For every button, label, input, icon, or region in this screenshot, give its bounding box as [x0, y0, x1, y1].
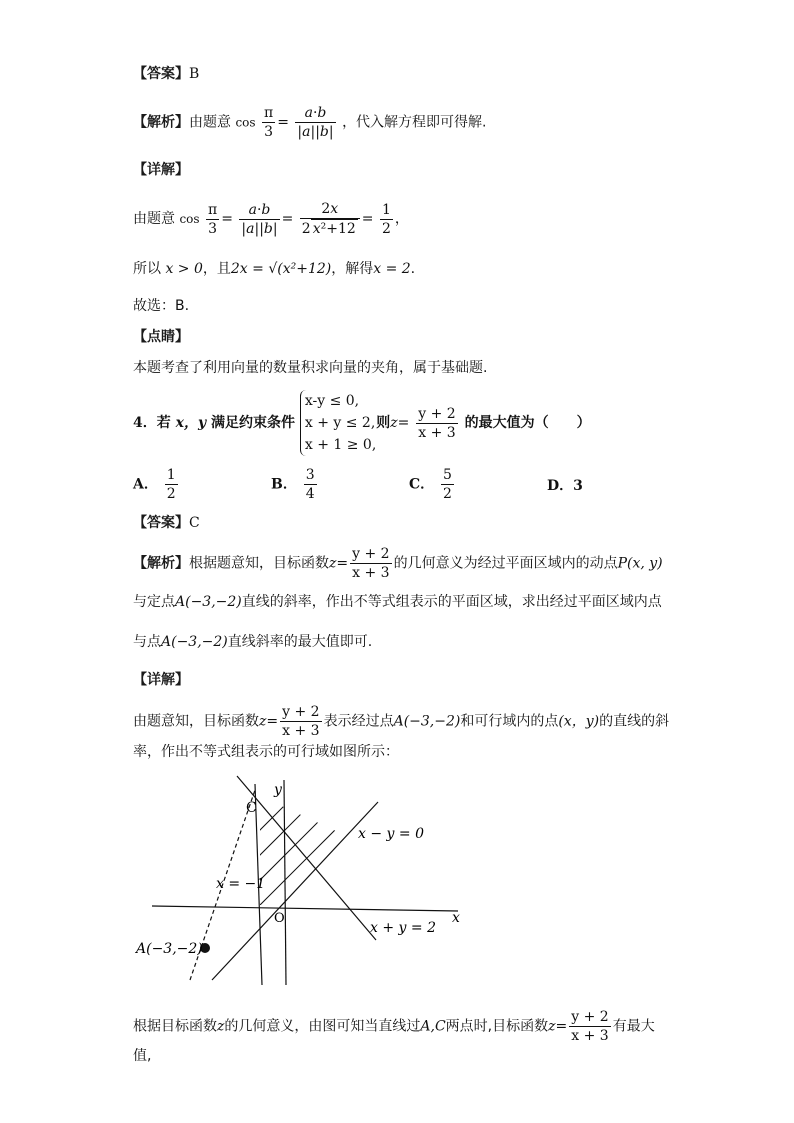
detail-tag: 【详解】 [133, 672, 189, 688]
q4-final-l2: 值, [133, 1048, 152, 1064]
label-line-x-1: x = −1 [216, 876, 266, 892]
q4-detail-l1: 由题意知，目标函数z= $\frac{y + 2}{x + 3}$ 表示经过点A(−3,−2)和可行域内的点(x，y)的直线的斜 [133, 704, 670, 739]
q4-option-a: A． $\frac{1}{2}$ [133, 467, 176, 502]
cond-x-gt-0: x > 0 [165, 261, 203, 277]
constraint-system [300, 390, 376, 456]
constraint-1: x-y ≤ 0, [304, 393, 360, 409]
q3-answer-line [133, 64, 199, 84]
q4-option-d: D．3 [547, 478, 583, 494]
feasible-region-figure [120, 770, 480, 995]
q4-final-l1: 根据目标函数z的几何意义，由图可知当直线过A,C两点时,目标函数z= $\frac{y + 2}{x + 3}$ 有最大 [133, 1009, 655, 1044]
so-mid: ，且 [202, 261, 231, 277]
label-c: C [246, 800, 257, 816]
q3-comment: 本题考查了利用向量的数量积求向量的夹角，属于基础题. [133, 360, 488, 376]
detail-fraction: $\frac{2x}{\text{2 x²+12}}$ [300, 200, 360, 238]
answer-value: C [189, 515, 200, 531]
q4-option-b: B． $\frac{3}{4}$ [271, 467, 315, 502]
q4-stem-pre: 若 [156, 415, 171, 431]
z-label: z= [390, 415, 410, 431]
detail-tag: 【详解】 [133, 162, 189, 178]
q4-vars: x，y [175, 415, 207, 431]
q4-then: 则 [376, 415, 391, 431]
answer-value: B [189, 66, 200, 82]
q3-analysis-line: 【解析】由题意 cos $\frac{\pi}{3}$ = $\frac{a\cdot b}{|a||b|}$ ，代入解方程即可得解. [133, 105, 487, 140]
eq-2x: 2x = √(x²+12) [230, 261, 332, 277]
label-o: O [274, 911, 285, 926]
half-fraction: $\frac{1}{2}$ [381, 201, 391, 237]
y-axis [284, 780, 286, 985]
x-axis [152, 906, 458, 911]
comment-tag: 【点睛】 [133, 329, 189, 345]
q4-answer-line [133, 513, 200, 533]
label-x: x [452, 910, 460, 926]
q4-stem-mid: 满足约束条件 [210, 415, 295, 431]
label-line-xy2: x + y = 2 [370, 920, 436, 936]
analysis-text: 由题意 [189, 114, 231, 131]
constraint-3: x + 1 ≥ 0, [304, 437, 377, 453]
analysis-text-post: ，代入解方程即可得解. [342, 114, 487, 131]
answer-tag: 【答案】 [133, 66, 189, 82]
q4-analysis-l3: 与点A(−3,−2)直线斜率的最大值即可. [133, 634, 373, 650]
q4-number: 4． [133, 415, 157, 431]
analysis-tag: 【解析】 [133, 114, 189, 131]
label-y: y [274, 782, 282, 798]
result-x-2: x = 2 [373, 261, 411, 277]
q4-option-c: C． $\frac{5}{2}$ [409, 467, 452, 502]
cos-symbol: cos [235, 115, 256, 130]
analysis-tag: 【解析】 [133, 555, 189, 572]
q4-stem [133, 390, 591, 456]
q4-detail-l2: 率，作出不等式组表示的可行域如图所示： [133, 744, 399, 760]
so-post: ，解得 [331, 261, 374, 277]
pi-over-3: $\frac{\pi}{3}$ [264, 105, 274, 140]
q4-detail-tag-line [133, 670, 189, 690]
z-fraction: $\frac{y + 2}{x + 3}$ [418, 405, 456, 441]
label-line-xy0: x − y = 0 [358, 826, 424, 842]
constraint-2: x + y ≤ 2, [304, 415, 376, 431]
so-text: 所以 [133, 261, 161, 277]
q3-detail-equation: 由题意 cos $\frac{\pi}{3}$ = $\frac{a\cdot b}{|a||b|}$ = $\frac{2x}{\text{2 x²+12}}$ = $\frac{1}{2}$ ， [133, 201, 409, 237]
q4-analysis-l1: 【解析】根据题意知，目标函数z= $\frac{y + 2}{x + 3}$ 的几何意义为经过平面区域内的动点P(x, y) [133, 546, 663, 581]
label-a: A(−3,−2) [136, 941, 203, 957]
q4-analysis-l2: 与定点A(−3,−2)直线的斜率，作出不等式组表示的平面区域，求出经过平面区域内点 [133, 594, 662, 610]
q4-stem-post: 的最大值为（ ） [464, 415, 591, 431]
q3-so-line: 所以 x > 0，且2x = √(x²+12)，解得x = 2. [133, 261, 416, 277]
q3-choose: 故选：B. [133, 298, 190, 314]
q3-detail-tag [133, 160, 189, 180]
point-p: P(x, y) [617, 555, 663, 572]
detail-text: 由题意 [133, 211, 175, 227]
vector-dot-fraction: $\frac{a\cdot b}{|a||b|}$ [297, 105, 334, 140]
q3-comment-tag-line [133, 327, 189, 347]
answer-tag: 【答案】 [133, 515, 189, 531]
